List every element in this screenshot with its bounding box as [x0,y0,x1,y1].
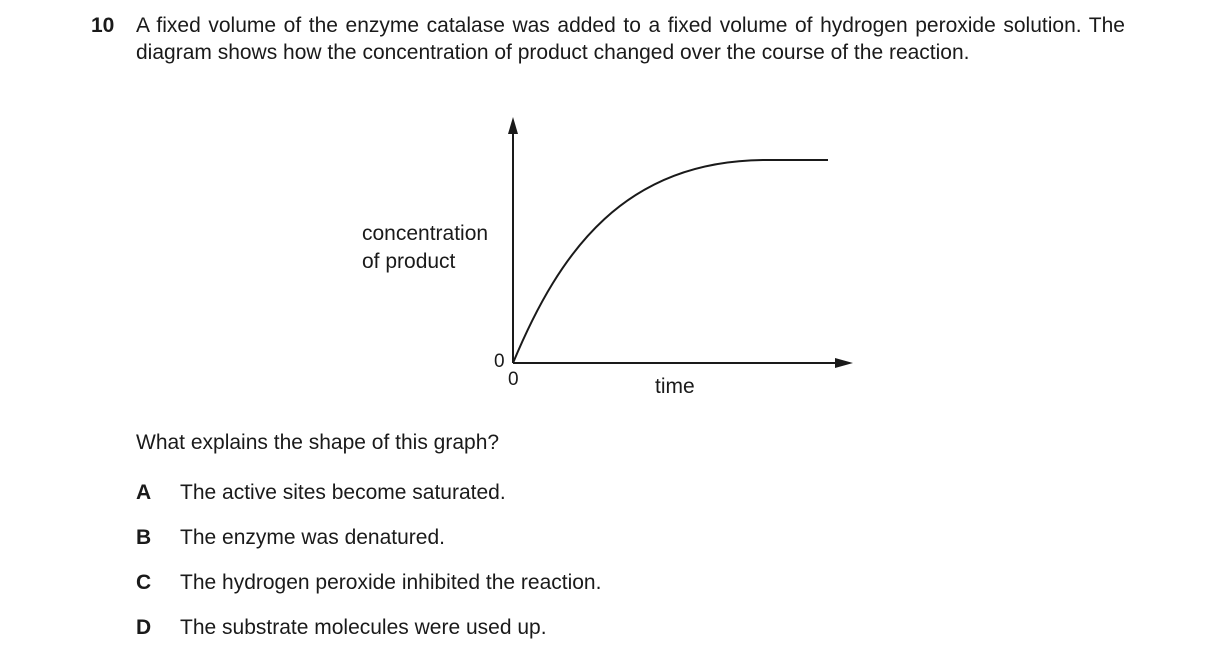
option-letter: D [136,616,152,639]
y-axis-label-line2: of product [362,250,456,273]
option-letter: C [136,571,152,594]
y-axis-label-line1: concentration [362,222,489,245]
y-axis-arrowhead [508,117,518,134]
y-origin-label: 0 [494,351,505,372]
option-letter: A [136,481,152,504]
option-text: The substrate molecules were used up. [180,616,547,639]
x-axis-arrowhead [835,358,853,368]
product-curve [513,160,828,363]
x-origin-label: 0 [508,369,519,390]
x-axis-label: time [655,375,695,398]
option-text: The enzyme was denatured. [180,526,445,549]
option-text: The active sites become saturated. [180,481,506,504]
option-letter: B [136,526,152,549]
option-text: The hydrogen peroxide inhibited the reaction. [180,571,602,594]
question-number: 10 [91,14,115,37]
question-stem: A fixed volume of the enzyme catalase was added to a fixed volume of hydrogen peroxide solution. The diagram shows how the concentration of product changed over the course of the reaction. [136,14,1125,64]
question-prompt: What explains the shape of this graph? [136,431,500,454]
y-axis-label [362,220,488,276]
